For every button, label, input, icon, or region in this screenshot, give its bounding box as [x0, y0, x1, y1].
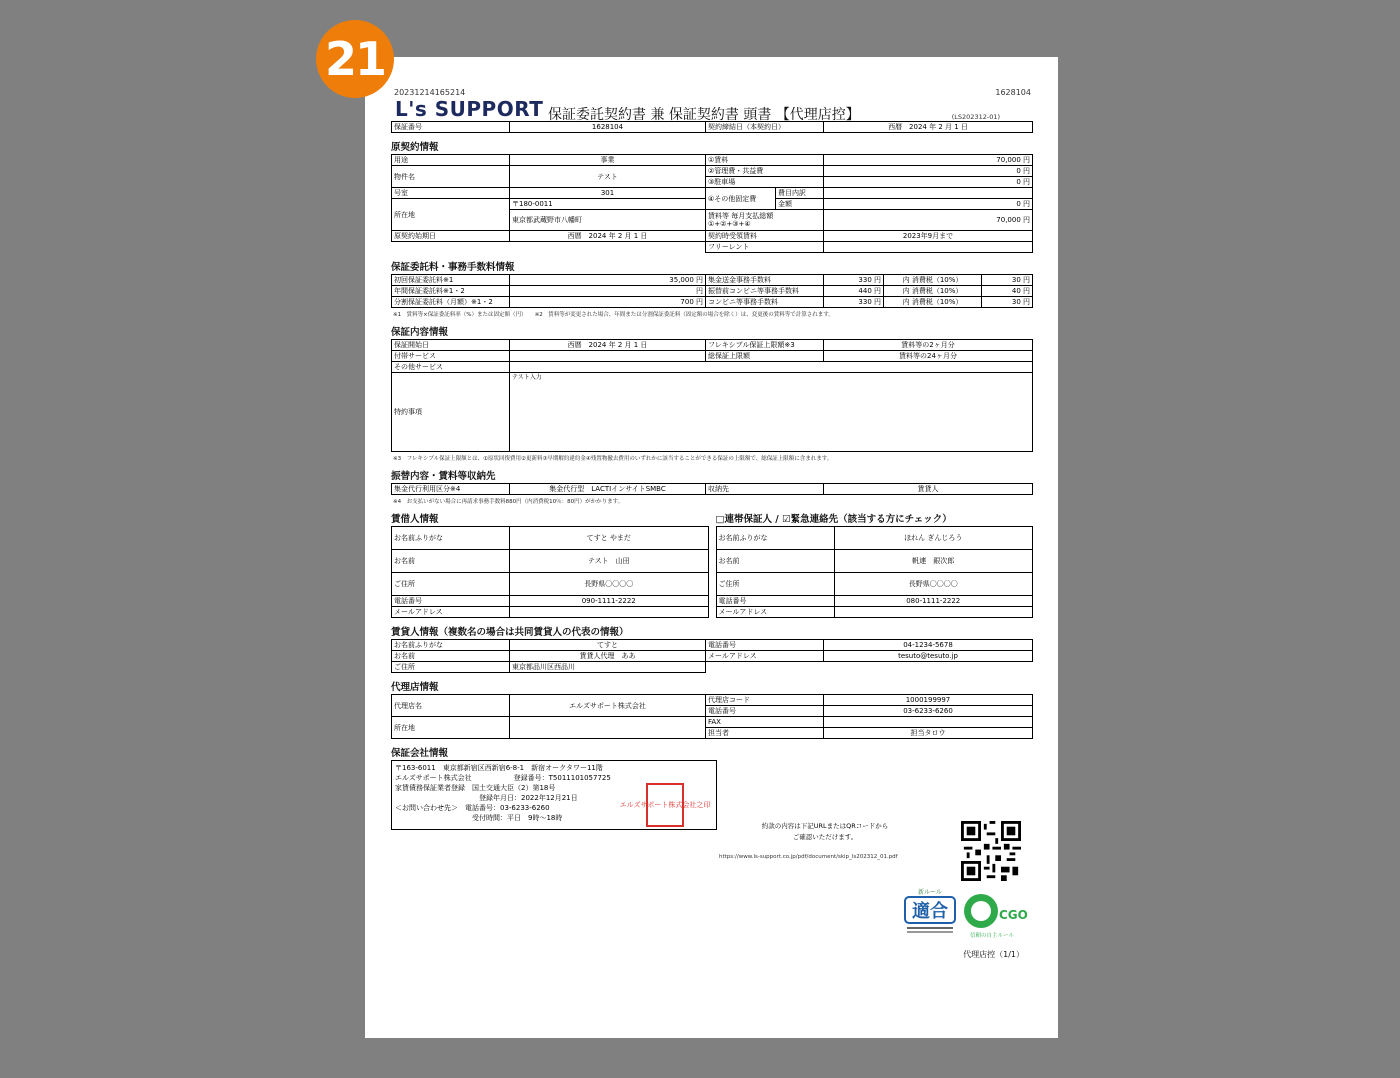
tenant-mail-label: メールアドレス	[392, 607, 510, 618]
company-address: 〒163-6011 東京都新宿区西新宿6-8-1 新宿オークタワー11階	[395, 764, 603, 772]
other-fixed-label: ④その他固定費	[706, 188, 776, 210]
guarantee-note: ※3 フレキシブル保証上限額とは、①原状回復費用②更新料③早期解約違約金④残置物撤去費用のいずれかに該当することができる保証の上限額で、総保証上限額に含まれます。	[393, 456, 833, 462]
agent-address-label: 所在地	[392, 717, 510, 739]
section-heading-transfer: 振替内容・賃料等収納先	[391, 471, 496, 482]
fee-value-2: 330 円	[824, 297, 884, 308]
tekigo-label: 適合	[912, 901, 948, 922]
company-seal-stamp: エルズサポート株式会社之印	[646, 783, 684, 827]
tekigo-certification-logo	[899, 887, 961, 943]
payee-label: 収納先	[706, 484, 824, 495]
document-title: 保証委託契約書 兼 保証契約書 頭書 【代理店控】	[548, 107, 860, 123]
total-limit-label: 総保証上限額	[706, 351, 824, 362]
fee-label-2: コンビニ等事務手数料	[706, 297, 824, 308]
tax-value: 30 円	[982, 275, 1033, 286]
contract-date-label: 契約締結日（本契約日）	[706, 122, 824, 133]
company-logo: L's SUPPORT	[395, 97, 544, 121]
guarantee-start-label: 保証開始日	[392, 340, 510, 351]
rent-label: ①賃料	[706, 155, 824, 166]
breakdown-label: 費目内訳	[776, 188, 824, 199]
guarantor-mail-value	[834, 607, 1033, 618]
guarantor-kana-label: お名前ふりがな	[716, 527, 834, 550]
transfer-note: ※4 お支払いがない場合に再請求事務手数料880円（内消費税10％：80円）がかかります。	[393, 499, 624, 505]
section-heading-company: 保証会社情報	[391, 748, 449, 759]
agent-staff-label: 担当者	[706, 728, 824, 739]
mgmt-label: ②管理費・共益費	[706, 166, 824, 177]
landlord-kana-label: お名前ふりがな	[392, 640, 510, 651]
collection-type-label: 集金代行利用区分※4	[392, 484, 510, 495]
fee-label-2: 振替前コンビニ等事務手数料	[706, 286, 824, 297]
agent-name-value: エルズサポート株式会社	[510, 695, 706, 717]
prior-rent-label: 契約時受領賃料	[706, 231, 824, 242]
landlord-address-value: 東京都品川区西品川	[510, 662, 706, 673]
agent-fax-value	[824, 717, 1033, 728]
rent-value: 70,000 円	[824, 155, 1033, 166]
special-terms-value: テスト入力	[510, 373, 1033, 452]
tenant-mail-value	[510, 607, 709, 618]
special-terms-label: 特約事項	[392, 373, 510, 452]
tax-value: 40 円	[982, 286, 1033, 297]
use-value: 事業	[510, 155, 706, 166]
company-name-registration: エルズサポート株式会社 登録番号：T5011101057725	[395, 774, 611, 782]
free-rent-label: フリーレント	[706, 242, 824, 253]
document-body	[391, 121, 1033, 830]
agent-phone-label: 電話番号	[706, 706, 824, 717]
breakdown-value	[824, 188, 1033, 199]
fee-value-2: 440 円	[824, 286, 884, 297]
landlord-kana-value: てすと	[510, 640, 706, 651]
document-number: 1628104	[995, 88, 1031, 97]
total-label: 賃料等 毎月支払総額 ①+②+③+④	[706, 210, 824, 231]
fees-note: ※1 賃料等×保証委託料率（%）または固定額（円） ※2 賃料等が変更された場合、年間または分割保証委託料（固定額の場合を除く）は、変更後の賃料等で計算されます。	[393, 312, 834, 318]
landlord-address-label: ご住所	[392, 662, 510, 673]
landlord-phone-value: 04-1234-5678	[824, 640, 1033, 651]
address-value: 東京都武蔵野市八幡町	[510, 210, 706, 231]
postal-code: 〒180-0011	[510, 199, 706, 210]
flex-limit-label: フレキシブル保証上限額※3	[706, 340, 824, 351]
start-date-value: 西暦 2024 年 2 月 1 日	[510, 231, 706, 242]
cgo-certification-logo	[961, 887, 1028, 943]
company-hours: 受付時間：平日 9時～18時	[395, 814, 563, 822]
company-license: 家賃債務保証業者登録 国土交通大臣（2）第18号	[395, 784, 556, 792]
original-contract-table	[391, 154, 1033, 253]
collection-type-value: 集金代行型 LACTIインサイトSMBC	[510, 484, 706, 495]
terms-url-link[interactable]: https://www.ls-support.co.jp/pdf/document/skip_ls202312_01.pdf	[719, 854, 898, 860]
contract-date-value: 西暦 2024 年 2 月 1 日	[824, 122, 1033, 133]
landlord-mail-label: メールアドレス	[706, 651, 824, 662]
qr-code-icon[interactable]	[961, 821, 1021, 881]
fee-label: 分割保証委託料（月額）※1・2	[392, 297, 510, 308]
mgmt-value: 0 円	[824, 166, 1033, 177]
guarantor-kana-value: ほれん ぎんじろう	[834, 527, 1033, 550]
tekigo-top-label: 新ルール	[918, 889, 942, 896]
section-heading-fees: 保証委託料・事務手数料情報	[391, 262, 515, 273]
landlord-name-label: お名前	[392, 651, 510, 662]
agent-fax-label: FAX	[706, 717, 824, 728]
total-limit-value: 賃料等の24ヶ月分	[824, 351, 1033, 362]
other-fixed-value: 0 円	[824, 199, 1033, 210]
guarantee-number-label: 保証番号	[392, 122, 510, 133]
tax-label: 内 消費税（10%）	[884, 286, 982, 297]
guarantor-table	[716, 526, 1034, 618]
tenant-name-label: お名前	[392, 550, 510, 573]
cgo-label: CGO	[999, 908, 1028, 922]
agent-staff-value: 担当タロウ	[824, 728, 1033, 739]
agent-phone-value: 03-6233-6260	[824, 706, 1033, 717]
guarantee-start-value: 西暦 2024 年 2 月 1 日	[510, 340, 706, 351]
company-registration-date: 登録年月日：2022年12月21日	[395, 794, 578, 802]
room-label: 号室	[392, 188, 510, 199]
tenant-table	[391, 526, 709, 618]
fee-label: 初回保証委託料※1	[392, 275, 510, 286]
fee-value: 35,000 円	[510, 275, 706, 286]
guarantee-number-value: 1628104	[510, 122, 706, 133]
fee-value-2: 330 円	[824, 275, 884, 286]
parking-label: ③駐車場	[706, 177, 824, 188]
transfer-table	[391, 483, 1033, 495]
fee-value: 700 円	[510, 297, 706, 308]
guarantor-mail-label: メールアドレス	[716, 607, 834, 618]
tenant-address-value: 長野県〇〇〇〇	[510, 573, 709, 596]
guarantor-name-label: お名前	[716, 550, 834, 573]
property-label: 物件名	[392, 166, 510, 188]
section-heading-guarantee: 保証内容情報	[391, 327, 449, 338]
company-info-box	[391, 760, 717, 830]
guarantee-table	[391, 339, 1033, 452]
agent-code-value: 1000199997	[824, 695, 1033, 706]
room-value: 301	[510, 188, 706, 199]
payee-value: 賃貸人	[824, 484, 1033, 495]
tax-label: 内 消費税（10%）	[884, 297, 982, 308]
address-label: 所在地	[392, 199, 510, 231]
fees-table	[391, 274, 1033, 308]
flex-limit-value: 賃料等の2ヶ月分	[824, 340, 1033, 351]
terms-info-line1: 約款の内容は下記URLまたはQRコードから	[761, 822, 889, 830]
fee-label: 年間保証委託料※1・2	[392, 286, 510, 297]
cgo-sub-label: 信頼の自主ルール	[970, 933, 1014, 939]
landlord-name-value: 賃貸人代理 ああ	[510, 651, 706, 662]
section-heading-tenant: 賃借人情報	[391, 514, 439, 525]
tenant-kana-value: てすと やまだ	[510, 527, 709, 550]
terms-info	[755, 821, 895, 843]
section-heading-landlord: 賃貸人情報（複数名の場合は共同賃貸人の代表の情報）	[391, 627, 629, 638]
tenant-guarantor-row	[391, 505, 1033, 618]
landlord-table	[391, 639, 1033, 673]
form-code: (LS202312-01)	[951, 113, 1000, 121]
property-value: テスト	[510, 166, 706, 188]
guarantor-address-value: 長野県〇〇〇〇	[834, 573, 1033, 596]
agent-name-label: 代理店名	[392, 695, 510, 717]
guarantor-address-label: ご住所	[716, 573, 834, 596]
other-service-label: その他サービス	[392, 362, 510, 373]
guarantor-phone-label: 電話番号	[716, 596, 834, 607]
section-heading-agent: 代理店情報	[391, 682, 439, 693]
section-heading-original-contract: 原契約情報	[391, 142, 439, 153]
tenant-name-value: テスト 山田	[510, 550, 709, 573]
timestamp-id: 20231214165214	[394, 88, 466, 97]
agent-code-label: 代理店コード	[706, 695, 824, 706]
landlord-phone-label: 電話番号	[706, 640, 824, 651]
tenant-kana-label: お名前ふりがな	[392, 527, 510, 550]
document-page	[365, 57, 1058, 1038]
total-value: 70,000 円	[824, 210, 1033, 231]
guarantor-name-value: 帆連 銀次郎	[834, 550, 1033, 573]
fee-value: 円	[510, 286, 706, 297]
amount-label: 金額	[776, 199, 824, 210]
tenant-address-label: ご住所	[392, 573, 510, 596]
parking-value: 0 円	[824, 177, 1033, 188]
tenant-phone-value: 090-1111-2222	[510, 596, 709, 607]
tax-label: 内 消費税（10%）	[884, 275, 982, 286]
service-label: 付帯サービス	[392, 351, 510, 362]
agent-table	[391, 694, 1033, 739]
page-footer: 代理店控（1/1）	[963, 950, 1024, 959]
prior-rent-value: 2023年9月まで	[824, 231, 1033, 242]
company-contact-phone: ＜お問い合わせ先＞ 電話番号：03-6233-6260	[395, 804, 550, 812]
section-heading-guarantor: □連帯保証人 / ☑緊急連絡先（該当する方にチェック）	[715, 514, 952, 525]
tax-value: 30 円	[982, 297, 1033, 308]
tenant-phone-label: 電話番号	[392, 596, 510, 607]
use-label: 用途	[392, 155, 510, 166]
step-number-badge: 21	[316, 20, 394, 98]
agent-address-value	[510, 717, 706, 739]
terms-info-line2: ご確認いただけます。	[792, 833, 858, 841]
fee-label-2: 集金送金事務手数料	[706, 275, 824, 286]
guarantor-phone-value: 080-1111-2222	[834, 596, 1033, 607]
free-rent-value	[824, 242, 1033, 253]
start-date-label: 原契約始期日	[392, 231, 510, 242]
top-row-table	[391, 121, 1033, 133]
landlord-mail-value: tesuto@tesuto.jp	[824, 651, 1033, 662]
